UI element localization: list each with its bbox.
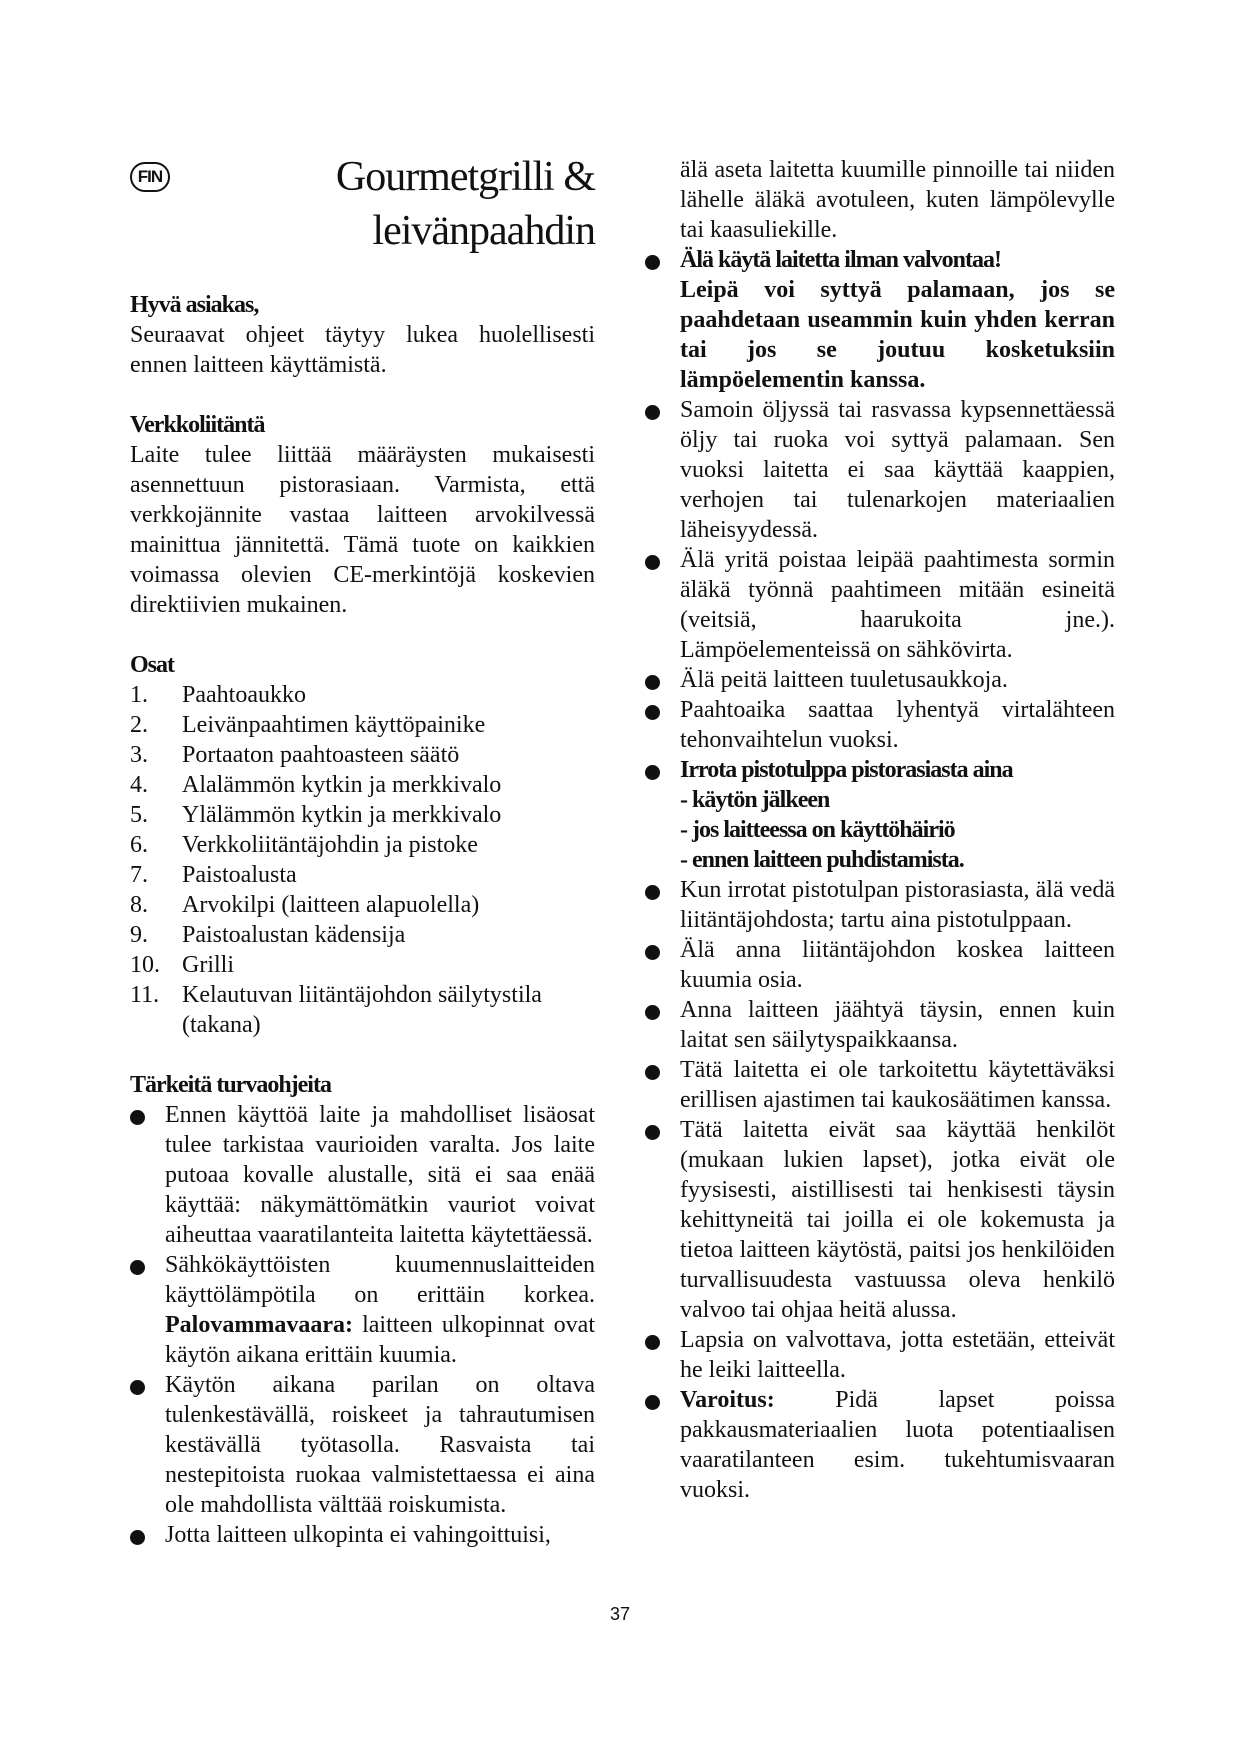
item-text: Tätä laitetta eivät saa käyttää henkilöt (mukaan lukien lapset), jotka eivät ole fyysisesti, aistillisesti tai henkisesti täysin kehittyneitä tai joilla ei ole kokemusta ja tietoa laitteen käytöstä, paitsi jos henkilöiden turvallisuudesta vastuussa oleva henkilö valvoo tai ohjaa heitä alussa.	[680, 1117, 1115, 1323]
item-number: 10.	[130, 952, 160, 978]
unplug-sub-item: - käytön jälkeen	[680, 787, 830, 813]
list-item	[645, 1325, 1115, 1385]
item-text: Jotta laitteen ulkopinta ei vahingoittuisi,	[165, 1522, 551, 1548]
safety-list-left	[130, 1100, 595, 1550]
list-item	[645, 1385, 1115, 1505]
item-text: Anna laitteen jäähtyä täysin, ennen kuin laitat sen säilytyspaikkaansa.	[680, 997, 1115, 1053]
list-item	[645, 395, 1115, 545]
item-text: Älä yritä poistaa leipää paahtimesta sormin äläkä työnnä paahtimeen mitään esineitä (veitsiä, haarukoita jne.). Lämpöelementeissä on sähkövirta.	[680, 547, 1115, 663]
item-label: Ylälämmön kytkin ja merkkivalo	[182, 802, 502, 828]
bullet-icon	[130, 1380, 145, 1395]
item-number: 7.	[130, 862, 148, 888]
item-number: 6.	[130, 832, 148, 858]
item-text: Lapsia on valvottava, jotta estetään, etteivät he leiki laitteella.	[680, 1327, 1115, 1383]
item-number: 5.	[130, 802, 148, 828]
item-number: 8.	[130, 892, 148, 918]
bullet-icon	[645, 705, 660, 720]
item-label: Kelautuvan liitäntäjohdon säilytystila (takana)	[182, 982, 542, 1038]
safety-section	[130, 1070, 595, 1550]
list-item	[645, 245, 1115, 395]
list-item	[130, 980, 595, 1040]
item-number: 2.	[130, 712, 148, 738]
list-item	[645, 875, 1115, 935]
item-number: 3.	[130, 742, 148, 768]
bullet-icon	[645, 675, 660, 690]
bullet-icon	[645, 1125, 660, 1140]
item-text: Leipä voi syttyä palamaan, jos se paahdetaan useammin kuin yhden kerran tai jos se joutuu kosketuksiin lämpöelementin kanssa.	[680, 277, 1115, 393]
item-label: Paistoalusta	[182, 862, 297, 888]
list-item	[130, 1520, 595, 1550]
bullet-icon	[645, 1335, 660, 1350]
item-text: Käytön aikana parilan on oltava tulenkestävällä, roiskeet ja tahrautumisen kestävällä työtasolla. Rasvaista tai nestepitoista ruokaa valmistettaessa ei aina ole mahdollista välttää roiskumista.	[165, 1372, 595, 1518]
item-text: laitteen ulkopinnat ovat käytön aikana erittäin kuumia.	[165, 1312, 595, 1368]
item-text: Tätä laitetta ei ole tarkoitettu käytettäväksi erillisen ajastimen tai kaukosäätimen kanssa.	[680, 1057, 1115, 1113]
bullet-icon	[645, 1005, 660, 1020]
list-item	[645, 695, 1115, 755]
list-item	[130, 1370, 595, 1520]
bullet-icon	[130, 1260, 145, 1275]
bullet-icon	[130, 1110, 145, 1125]
mains-heading: Verkkoliitäntä	[130, 412, 265, 438]
unplug-heading: Irrota pistotulppa pistorasiasta aina	[680, 757, 1013, 783]
item-label: Verkkoliitäntäjohdin ja pistoke	[182, 832, 478, 858]
item-label: Paahtoaukko	[182, 682, 306, 708]
item-text: Älä peitä laitteen tuuletusaukkoja.	[680, 667, 1008, 693]
list-item	[130, 860, 595, 890]
title-line-2: leivänpaahdin	[372, 208, 595, 254]
item-label: Leivänpaahtimen käyttöpainike	[182, 712, 486, 738]
bullet-icon	[645, 1395, 660, 1410]
bullet-icon	[645, 885, 660, 900]
safety-heading: Tärkeitä turvaohjeita	[130, 1072, 331, 1098]
unplug-sub-item: - ennen laitteen puhdistamista.	[680, 847, 964, 873]
burn-warning-label: Palovammavaara:	[165, 1312, 353, 1338]
list-item	[130, 680, 595, 710]
item-label: Paistoalustan kädensija	[182, 922, 406, 948]
item-label: Grilli	[182, 952, 234, 978]
parts-heading: Osat	[130, 652, 174, 678]
safety-list-right	[645, 245, 1115, 1505]
parts-list	[130, 680, 595, 1040]
list-item	[645, 1115, 1115, 1325]
list-item	[645, 665, 1115, 695]
item-number: 4.	[130, 772, 148, 798]
intro-text: Seuraavat ohjeet täytyy lukea huolellisesti ennen laitteen käyttämistä.	[130, 322, 595, 378]
list-item	[645, 995, 1115, 1055]
title-line-1: Gourmetgrilli &	[335, 154, 595, 200]
item-text: Sähkökäyttöisten kuumennuslaitteiden käyttölämpötila on erittäin korkea.	[165, 1252, 595, 1308]
bullet-icon	[645, 255, 660, 270]
left-column	[130, 150, 595, 1550]
intro-section	[130, 290, 595, 380]
item-label: Portaaton paahtoasteen säätö	[182, 742, 460, 768]
list-item	[130, 1100, 595, 1250]
list-item	[130, 950, 595, 980]
list-item	[645, 935, 1115, 995]
item-text: Paahtoaika saattaa lyhentyä virtalähteen tehonvaihtelun vuoksi.	[680, 697, 1115, 753]
list-item	[130, 1250, 595, 1370]
bullet-icon	[645, 555, 660, 570]
page-number: 37	[609, 1604, 631, 1624]
item-label: Arvokilpi (laitteen alapuolella)	[182, 892, 480, 918]
item-number: 9.	[130, 922, 148, 948]
unplug-sub-item: - jos laitteessa on käyttöhäiriö	[680, 817, 955, 843]
item-text: Ennen käyttöä laite ja mahdolliset lisäosat tulee tarkistaa vaurioiden varalta. Jos laite putoaa kovalle alustalle, sitä ei saa enää käyttää: näkymättömätkin vauriot voivat aiheuttaa vaaratilanteita laitetta käytettäessä.	[165, 1102, 595, 1248]
list-item	[645, 755, 1115, 875]
list-item	[645, 1055, 1115, 1115]
bullet-icon	[645, 765, 660, 780]
right-column	[645, 155, 1115, 1505]
item-text: Älä anna liitäntäjohdon koskea laitteen kuumia osia.	[680, 937, 1115, 993]
title-block	[130, 150, 595, 260]
list-item	[130, 770, 595, 800]
list-item	[130, 890, 595, 920]
unattended-heading: Älä käytä laitetta ilman valvontaa!	[680, 247, 1001, 273]
list-item	[130, 800, 595, 830]
item-text: Kun irrotat pistotulpan pistorasiasta, älä vedä liitäntäjohdosta; tartu aina pistotulppaan.	[680, 877, 1115, 933]
parts-section	[130, 650, 595, 1040]
intro-heading: Hyvä asiakas,	[130, 292, 259, 318]
warning-label: Varoitus:	[680, 1387, 775, 1413]
mains-section	[130, 410, 595, 620]
item-number: 11.	[130, 982, 160, 1008]
bullet-icon	[645, 405, 660, 420]
list-item	[130, 740, 595, 770]
list-item	[130, 920, 595, 950]
item-number: 1.	[130, 682, 148, 708]
bullet-icon	[130, 1530, 145, 1545]
item-text: Pidä lapset poissa pakkausmateriaalien luota potentiaalisen vaaratilanteen esim. tukehtumisvaaran vuoksi.	[680, 1387, 1116, 1503]
list-item	[645, 545, 1115, 665]
list-item	[130, 710, 595, 740]
page-title	[336, 150, 595, 258]
list-item	[130, 830, 595, 860]
item-label: Alalämmön kytkin ja merkkivalo	[182, 772, 502, 798]
mains-text: Laite tulee liittää määräysten mukaisesti asennettuun pistorasiaan. Varmista, että verkkojännite vastaa laitteen arvokilvessä mainittua jännitettä. Tämä tuote on kaikkien voimassa olevien CE-merkintöjä koskevien direktiivien mukainen.	[130, 442, 595, 618]
continued-text: älä aseta laitetta kuumille pinnoille tai niiden lähelle äläkä avotuleen, kuten lämpölevylle tai kaasuliekille.	[680, 157, 1115, 243]
bullet-icon	[645, 945, 660, 960]
bullet-icon	[645, 1065, 660, 1080]
item-text: Samoin öljyssä tai rasvassa kypsennettäessä öljy tai ruoka voi syttyä palamaan. Sen vuoksi laitetta ei saa käyttää kaappien, verhojen tai tulenarkojen materiaalien läheisyydessä.	[680, 397, 1115, 543]
language-badge: FIN	[130, 162, 170, 192]
